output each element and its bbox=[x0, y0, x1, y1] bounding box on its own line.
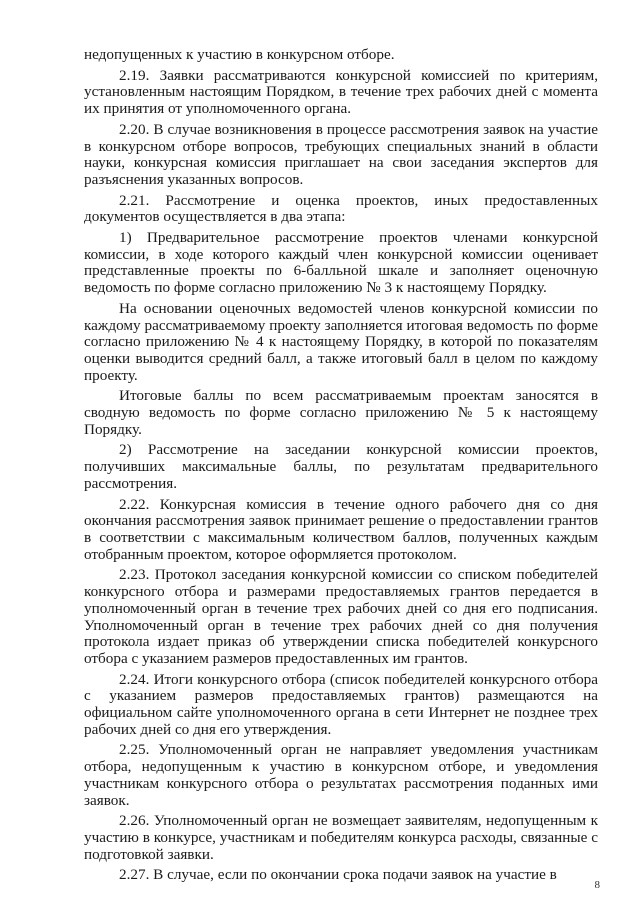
paragraph-2-26: 2.26. Уполномоченный орган не возмещает заявителям, недопущенным к участию в конкурсе, участникам и победителям конкурса расходы, связанные с подготовкой заявки. bbox=[84, 812, 598, 863]
paragraph-2-23: 2.23. Протокол заседания конкурсной комиссии со списком победителей конкурсного отбора и размерами предоставляемых грантов передается в уполномоченный орган в течение трех рабочих дней со дня его подписания. Уполномоченный орган в течение трех рабочих дней со дня получения протокола издает приказ об утверждении списка победителей конкурсного отбора с указанием размеров предоставленных им грантов. bbox=[84, 566, 598, 667]
paragraph-2-22: 2.22. Конкурсная комиссия в течение одного рабочего дня со дня окончания рассмотрения заявок принимает решение о предоставлении грантов в соответствии с максимальным количеством баллов, полученных каждым отобранным проектом, которое оформляется протоколом. bbox=[84, 495, 598, 563]
paragraph-2-21-item-1-summary: На основании оценочных ведомостей членов конкурсной комиссии по каждому рассматриваемому проекту заполняется итоговая ведомость по форме согласно приложению № 4 к настоящему Порядку, в которой по показателям оценки выводится средний балл, а также итоговый балл в целом по каждому проекту. bbox=[84, 299, 598, 384]
paragraph-continuation: недопущенных к участию в конкурсном отборе. bbox=[84, 46, 395, 63]
paragraph-2-27: 2.27. В случае, если по окончании срока подачи заявок на участие в bbox=[119, 866, 557, 884]
paragraph-2-19: 2.19. Заявки рассматриваются конкурсной комиссией по критериям, установленным настоящим Порядком, в течение трех рабочих дней с момента их принятия от уполномоченного органа. bbox=[84, 66, 598, 118]
paragraph-2-25: 2.25. Уполномоченный орган не направляет уведомления участникам отбора, недопущенным к участию в конкурсном отборе, и уведомления участникам конкурсного отбора о результатах рассмотрения поданных ими заявок. bbox=[84, 741, 598, 809]
paragraph-2-24: 2.24. Итоги конкурсного отбора (список победителей конкурсного отбора с указанием размеров предоставляемых грантов) размещаются на официальном сайте уполномоченного органа в сети Интернет не позднее трех рабочих дней со дня его утверждения. bbox=[84, 670, 598, 738]
paragraph-2-21-item-2: 2) Рассмотрение на заседании конкурсной комиссии проектов, получивших максимальные баллы, по результатам предварительного рассмотрения. bbox=[84, 441, 598, 492]
paragraph-2-21: 2.21. Рассмотрение и оценка проектов, иных предоставленных документов осуществляется в два этапа: bbox=[84, 191, 598, 226]
paragraph-2-21-item-1: 1) Предварительное рассмотрение проектов членами конкурсной комиссии, в ходе которого каждый член конкурсной комиссии оценивает представленные проекты по 6-балльной шкале и заполняет оценочную ведомость по форме согласно приложению № 3 к настоящему Порядку. bbox=[84, 229, 598, 297]
paragraph-2-20: 2.20. В случае возникновения в процессе рассмотрения заявок на участие в конкурсном отборе вопросов, требующих специальных знаний в области науки, конкурсная комиссия приглашает на свои заседания экспертов для разъяснения указанных вопросов. bbox=[84, 120, 598, 188]
paragraph-2-21-item-1-final: Итоговые баллы по всем рассматриваемым проектам заносятся в сводную ведомость по форме согласно приложению № 5 к настоящему Порядку. bbox=[84, 387, 598, 438]
page-number: 8 bbox=[594, 879, 600, 891]
document-body bbox=[84, 47, 598, 888]
